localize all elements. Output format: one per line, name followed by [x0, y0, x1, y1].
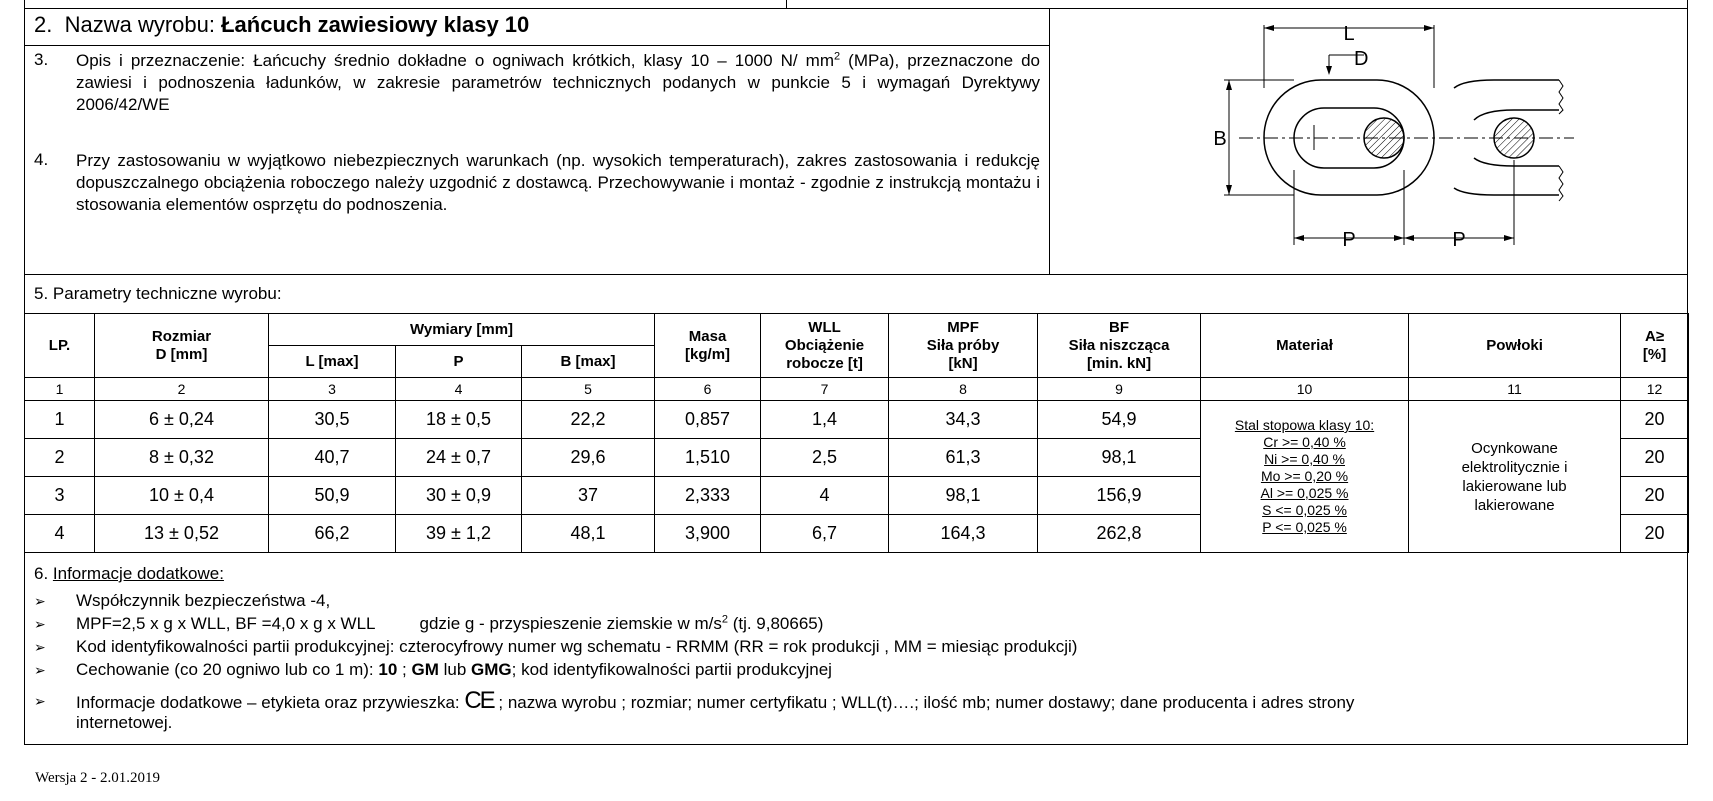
top-rule	[24, 8, 1688, 9]
powloki-cell: Ocynkowane elektrolitycznie i lakierowane lub lakierowane	[1409, 401, 1621, 553]
section6-title: 6. Informacje dodatkowe:	[34, 564, 224, 583]
version-footer: Wersja 2 - 2.01.2019	[35, 770, 161, 786]
label-L: L	[1343, 23, 1355, 45]
bullet-arrow-icon: ➢	[34, 639, 46, 655]
header-a: A≥ [%]	[1621, 314, 1689, 378]
table-row: 2 8 ± 0,32 40,7 24 ± 0,7 29,6 1,510 2,5 61,3 98,1 20	[25, 439, 1689, 477]
section2-heading	[34, 12, 529, 38]
section3-text: Opis i przeznaczenie: Łańcuchy średnio dokładne o ogniwach krótkich, klasy 10 – 1000 N/ $mm^2$ (MPa), przeznaczone do zawiesi i podnoszenia ładunków, w zakresie parametrów technicznych podanych w punkcie 5 i wymagań Dyrektywy 2006/42/WE	[76, 50, 1041, 114]
index-row: 1 2 3 4 5 6 7 8 9 10 11 12	[25, 378, 1689, 401]
section3-number: 3.	[34, 50, 49, 69]
header-p: P	[396, 346, 522, 378]
table-row: 3 10 ± 0,4 50,9 30 ± 0,9 37 2,333 4 98,1 156,9 20	[25, 477, 1689, 515]
header-rozmiar: Rozmiar D [mm]	[95, 314, 269, 378]
section4-number: 4.	[34, 150, 49, 169]
section5-title: 5. Parametry techniczne wyrobu:	[34, 284, 282, 303]
header-mpf: MPF Siła próby [kN]	[889, 314, 1038, 378]
material-cell: Stal stopowa klasy 10: Cr >= 0,40 % Ni >= 0,40 % Mo >= 0,20 % Al >= 0,025 % S <= 0,025 % P <= 0,025 %	[1201, 401, 1409, 553]
header-l: L [max]	[269, 346, 396, 378]
section5-top-rule	[24, 274, 1688, 275]
section2-label: Nazwa wyrobu:	[64, 12, 222, 37]
label-B: B	[1213, 128, 1227, 150]
chain-link-diagram	[1154, 10, 1594, 270]
label-P1: P	[1342, 229, 1356, 251]
header-masa: Masa [kg/m]	[655, 314, 761, 378]
product-name: Łańcuch zawiesiowy klasy 10	[221, 12, 530, 37]
document-sheet: 2. Nazwa wyrobu: Łańcuch zawiesiowy klasy 10 3. Opis i przeznaczenie: Łańcuchy średnio dokładne o ogniwach krótkich, klasy 10 – 1000 N/ $mm^2$ (MPa), przeznaczone do zawiesi i podnoszenia ładunków, w zakresie parametrów technicznych podanych w punkcie 5 i wymagań Dyrektywy 2006/42/WE 4. Przy zastosowaniu w wyjątkowo niebezpiecznych warunkach (np. wysokich temperaturach), zakres zastosowania i redukcję dopuszczalnego obciążenia roboczego należy uzgodnić z dostawcą. Przechowywanie i montaż - zgodnie z instrukcją montażu i stosowania elementów osprzętu do podnoszenia. L D B P P 5. Parametry techniczne wyrobu: LP. Rozmiar D [mm] Wymiary [mm] Masa [kg/m] WLL Obciążenie robocze [t] MPF Siła próby [kN] BF Siła niszcząca [min. kN] Materiał Powłoki A≥ [%] L [max] P B [max] 1 2 3 4 5 6 7 8 9 10 11 12 1 6 ± 0,24 30,5 18 ± 0,5 22,2 0,857 1,4 34,3 54,9 Stal stopowa klasy 10: Cr >= 0,40 % Ni >= 0,40 % Mo >= 0,20 % Al >= 0,025 % S <= 0,025 % P <= 0,025 % Ocynkowane elektrolitycznie i lakierowane lub lakierowane 20 2 8 ± 0,32 40,7 24 ± 0,7 29,6 1,510 2,5 61,3 98,1 20 3 10 ± 0,4 50,9 30 ± 0,9 37 2,333 4 98,1 156,9 20 4 13 ± 0,52 66,2 39 ± 1,2 48,1 3,900 6,7 164,3 262,8 20 6. Informacje dodatkowe: ➢ Współczynnik bezpieczeństwa -4, ➢ MPF=2,5 x g x WLL, BF =4,0 x g x WLL gdzie g - przyspieszenie ziemskie w $m/s^2$ (tj. 9,80665) ➢ Kod identyfikowalności partii produkcyjnej: czterocyfrowy numer wg schematu - RRMM (RR = rok produkcji , MM = miesiąc produkcji) ➢ Cechowanie (co 20 ogniwo lub co 1 m): 10 ; GM lub GMG; kod identyfikowalności partii produkcyjnej ➢ Informacje dodatkowe – etykieta oraz przywieszka: CE ; nazwa wyrobu ; rozmiar; numer certyfikatu ; WLL(t)….; ilość mb; numer dostawy; dane producenta i adres strony internetowej.	[24, 0, 1688, 744]
parameters-table	[24, 313, 1689, 553]
header-bf: BF Siła niszcząca [min. kN]	[1038, 314, 1201, 378]
section2-number: 2.	[34, 12, 53, 37]
section2-rule	[24, 45, 1049, 46]
header-wll: WLL Obciążenie robocze [t]	[761, 314, 889, 378]
header-lp: LP.	[25, 314, 95, 378]
bottom-rule	[24, 744, 1688, 745]
header-powloki: Powłoki	[1409, 314, 1621, 378]
label-P2: P	[1452, 229, 1466, 251]
bullet-arrow-icon: ➢	[34, 662, 46, 678]
bullet-arrow-icon: ➢	[34, 616, 46, 632]
ce-mark-icon: CE	[464, 687, 494, 714]
bullet-arrow-icon: ➢	[34, 693, 46, 709]
header-wymiary: Wymiary [mm]	[269, 314, 655, 346]
header-material: Materiał	[1201, 314, 1409, 378]
label-D: D	[1354, 48, 1369, 70]
table-row: 1 6 ± 0,24 30,5 18 ± 0,5 22,2 0,857 1,4 34,3 54,9 Stal stopowa klasy 10: Cr >= 0,40 % Ni >= 0,40 % Mo >= 0,20 % Al >= 0,025 % S <= 0,025 % P <= 0,025 % Ocynkowane elektrolitycznie i lakierowane lub lakierowane 20	[25, 401, 1689, 439]
diagram-divider	[1049, 8, 1050, 274]
table-row: 4 13 ± 0,52 66,2 39 ± 1,2 48,1 3,900 6,7 164,3 262,8 20	[25, 515, 1689, 553]
top-divider	[786, 0, 787, 8]
bullet-arrow-icon: ➢	[34, 593, 46, 609]
header-b: B [max]	[522, 346, 655, 378]
section4-text: Przy zastosowaniu w wyjątkowo niebezpiecznych warunkach (np. wysokich temperaturach), zakres zastosowania i redukcję dopuszczalnego obciążenia roboczego należy uzgodnić z dostawcą. Przechowywanie i montaż - zgodnie z instrukcją montażu i stosowania elementów osprzętu do podnoszenia.	[76, 151, 1040, 214]
